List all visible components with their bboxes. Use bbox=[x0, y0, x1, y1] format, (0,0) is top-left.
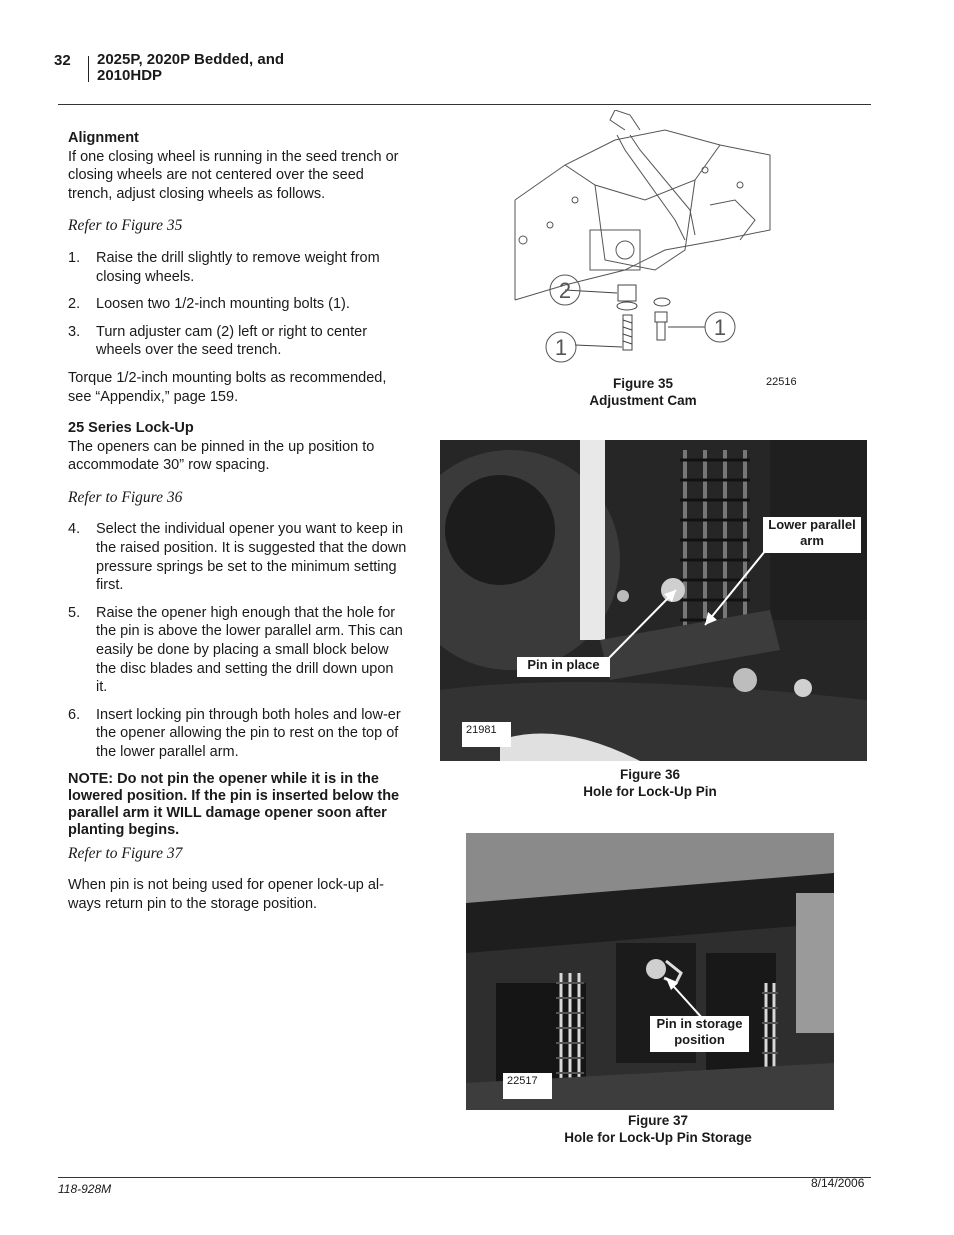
lockup-section bbox=[68, 419, 408, 913]
svg-text:1: 1 bbox=[554, 335, 568, 360]
list-number: 2. bbox=[68, 296, 81, 313]
label-pin-in-place: Pin in place bbox=[517, 657, 610, 677]
page-header-title bbox=[97, 52, 284, 84]
list-number: 3. bbox=[68, 323, 81, 340]
figure-37-title: Hole for Lock-Up Pin Storage bbox=[564, 1130, 752, 1145]
figure-35-caption bbox=[563, 375, 723, 409]
figure-37-id: 22517 bbox=[503, 1073, 552, 1099]
figure-36-photo bbox=[440, 440, 867, 761]
storage-instruction: When pin is not being used for opener lock-up al-ways return pin to the storage position. bbox=[68, 877, 384, 912]
list-text: Loosen two 1/2-inch mounting bolts (1). bbox=[96, 296, 350, 313]
list-text: Turn adjuster cam (2) left or right to center wheels over the seed trench. bbox=[96, 323, 368, 359]
figure-35-drawing bbox=[505, 110, 775, 365]
header-title-line2: 2010HDP bbox=[97, 67, 163, 84]
alignment-heading: Alignment bbox=[68, 130, 139, 146]
lockup-figure-ref-2: Refer to Figure 37 bbox=[68, 844, 183, 862]
footer-rule bbox=[58, 1177, 871, 1178]
figure-36-id: 21981 bbox=[462, 722, 511, 747]
lockup-figure-ref: Refer to Figure 36 bbox=[68, 488, 183, 506]
figure-36-illustration bbox=[440, 440, 867, 761]
list-text: Raise the drill slightly to remove weight from closing wheels. bbox=[96, 249, 380, 285]
page-number: 32 bbox=[54, 52, 71, 69]
svg-text:1: 1 bbox=[713, 315, 727, 340]
figure-37-illustration bbox=[466, 833, 834, 1110]
alignment-figure-ref: Refer to Figure 35 bbox=[68, 217, 183, 235]
figure-37-caption bbox=[548, 1112, 768, 1146]
callout-1-left bbox=[546, 332, 576, 362]
svg-text:2: 2 bbox=[558, 278, 572, 303]
alignment-section bbox=[68, 129, 408, 406]
callout-1-right bbox=[705, 312, 735, 342]
figure-36-number-label: Figure 36 bbox=[619, 767, 681, 782]
list-number: 1. bbox=[68, 249, 81, 266]
list-item bbox=[68, 295, 408, 314]
list-item bbox=[68, 706, 408, 762]
list-item bbox=[68, 604, 408, 697]
header-title-line1: 2025P, 2020P Bedded, and bbox=[97, 51, 285, 68]
list-item bbox=[68, 520, 408, 594]
footer-part-number: 118-928M bbox=[58, 1182, 112, 1196]
header-rule bbox=[58, 104, 871, 105]
list-number: 6. bbox=[68, 706, 81, 723]
list-number: 4. bbox=[68, 521, 81, 538]
callout-2 bbox=[550, 275, 580, 305]
header-divider bbox=[88, 56, 89, 82]
list-item bbox=[68, 249, 408, 286]
figure-37-number-label: Figure 37 bbox=[627, 1113, 689, 1128]
label-pin-in-storage-position: Pin in storage position bbox=[650, 1016, 749, 1052]
label-lower-parallel-arm: Lower parallel arm bbox=[763, 517, 861, 553]
list-text: Raise the opener high enough that the hole for the pin is above the lower parallel arm. This can easily be done by placing a small block below the disc blades and setting the drill down upon it. bbox=[96, 604, 403, 696]
figure-36-caption bbox=[560, 766, 740, 800]
footer-date: 8/14/2006 bbox=[811, 1176, 865, 1190]
list-item bbox=[68, 323, 408, 360]
list-number: 5. bbox=[68, 604, 81, 621]
figure-35-number-label: Figure 35 bbox=[612, 376, 674, 391]
list-text: Select the individual opener you want to keep in the raised position. It is suggested that the down pressure springs be set to the minimum setting first. bbox=[96, 521, 407, 594]
list-text: Insert locking pin through both holes and low-er the opener allowing the pin to rest on the top of the lower parallel arm. bbox=[96, 706, 401, 760]
alignment-intro: If one closing wheel is running in the seed trench or closing wheels are not centered over the seed trench, adjust closing wheels as follows. bbox=[68, 148, 399, 202]
lockup-intro: The openers can be pinned in the up position to accommodate 30” row spacing. bbox=[68, 438, 375, 474]
figure-35-id: 22516 bbox=[766, 376, 797, 388]
warning-note: NOTE: Do not pin the opener while it is in the lowered position. If the pin is inserted below the parallel arm it WILL damage opener soon after planting begins. bbox=[68, 770, 400, 839]
lockup-heading: 25 Series Lock-Up bbox=[68, 420, 194, 436]
figure-36-title: Hole for Lock-Up Pin bbox=[583, 784, 717, 799]
torque-text: Torque 1/2-inch mounting bolts as recommended, see “Appendix,” page 159. bbox=[68, 369, 387, 405]
figure-35-title: Adjustment Cam bbox=[589, 393, 697, 408]
figure-37-photo bbox=[466, 833, 834, 1110]
